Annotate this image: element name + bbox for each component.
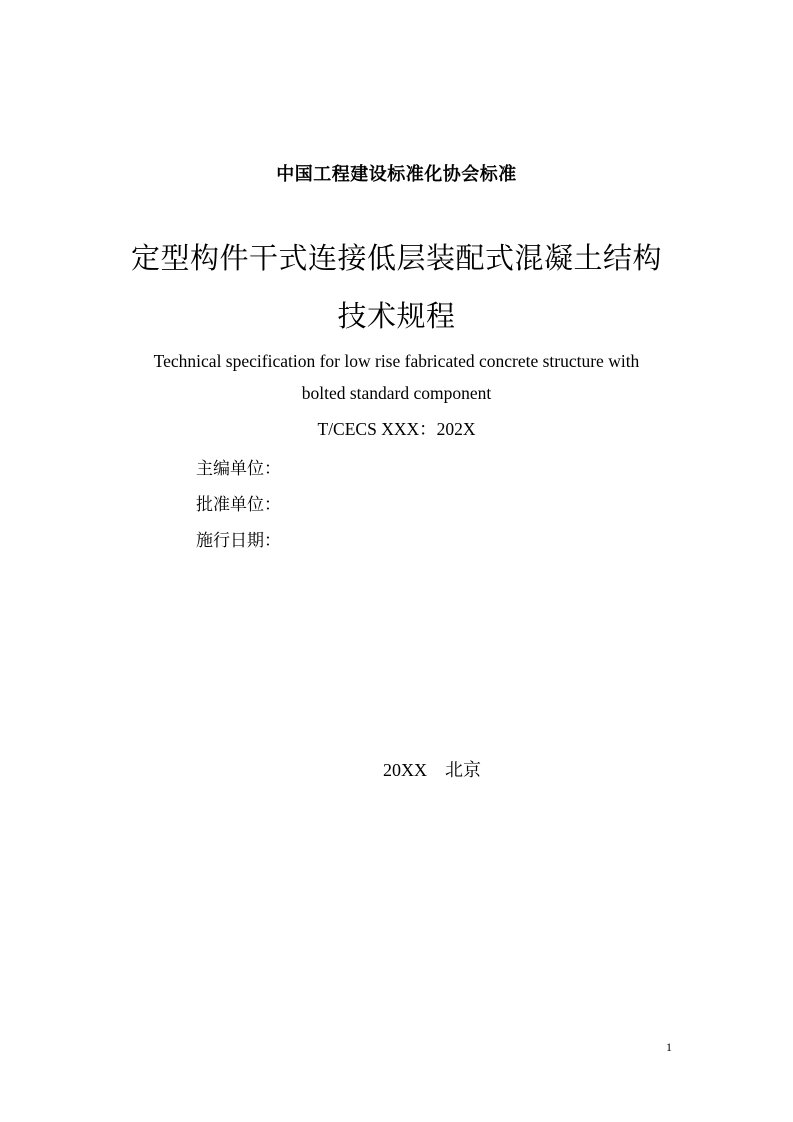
page-number: 1 [666,1040,672,1054]
issuing-organization: 中国工程建设标准化协会标准 [276,164,517,185]
chinese-title-line-2: 技术规程 [337,299,456,333]
chinese-title-line-1: 定型构件干式连接低层装配式混凝土结构 [130,241,662,275]
publication-city: 北京 [445,760,481,781]
english-title-line-2: bolted standard component [301,383,492,403]
effective-date-label: 施行日期： [196,531,281,551]
publication-year: 20XX [383,760,427,780]
publication-footer [383,756,481,782]
approval-unit-label: 批准单位： [196,495,281,515]
chief-editor-unit-label: 主编单位： [196,459,281,479]
english-title-line-1: Technical specification for low rise fabricated concrete structure with [153,351,640,371]
standard-code: T/CECS XXX：202X [317,419,476,439]
